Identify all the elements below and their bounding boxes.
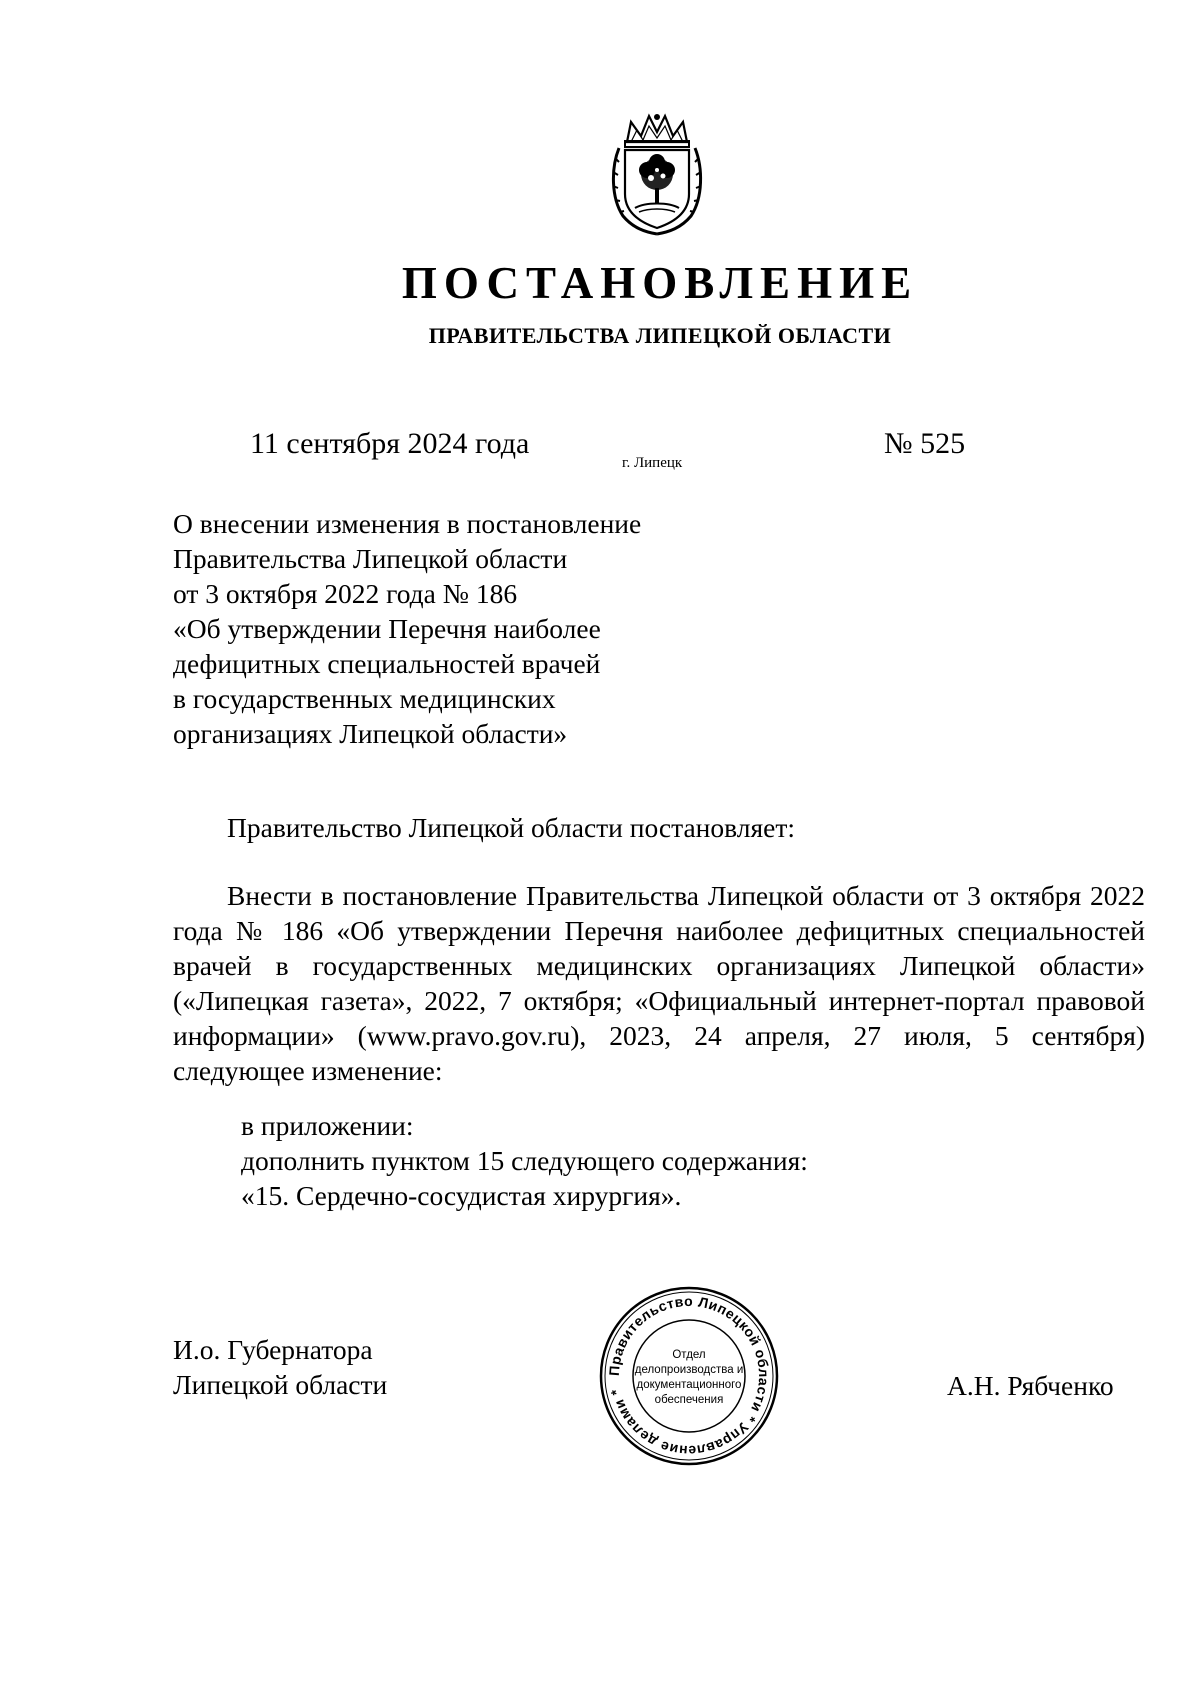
document-date: 11 сентября 2024 года [250, 427, 530, 460]
subject-line: от 3 октября 2022 года № 186 [173, 578, 518, 609]
stamp-seal-icon [597, 1284, 781, 1468]
amendment-line: в приложении: [241, 1110, 414, 1141]
subject-line: в государственных медицинских [173, 683, 556, 714]
document-subtitle: ПРАВИТЕЛЬСТВА ЛИПЕЦКОЙ ОБЛАСТИ [428, 323, 892, 348]
amendment-line: дополнить пунктом 15 следующего содержания: [241, 1145, 808, 1176]
document-subject [173, 506, 733, 751]
amendment-block [241, 1108, 808, 1213]
subject-line: организациях Липецкой области» [173, 718, 568, 749]
document-city: г. Липецк [622, 455, 683, 471]
stamp-inner-line: документационного [636, 1379, 742, 1391]
stamp-inner-line: обеспечения [654, 1394, 724, 1406]
main-paragraph: Внести в постановление Правительства Липецкой области от 3 октября 2022 года № 186 «Об утверждении Перечня наиболее дефицитных специальностей врачей в государственных медицинских организациях Липецкой области» («Липецкая газета», 2022, 7 октября; «Официальный интернет-портал правовой информации» (www.pravo.gov.ru), 2023, 24 апреля, 27 июля, 5 сентября) следующее изменение: [173, 880, 1145, 1086]
signatory-position-line: Липецкой области [173, 1369, 388, 1400]
amendment-line: «15. Сердечно-сосудистая хирургия». [241, 1180, 682, 1211]
coat-of-arms-emblem [609, 112, 705, 238]
stamp-outer-text: Правительство Липецкой области * Управление делами * [605, 1292, 773, 1460]
signatory-position-line: И.о. Губернатора [173, 1334, 373, 1365]
signatory-position [173, 1332, 387, 1402]
subject-line: Правительства Липецкой области [173, 543, 568, 574]
stamp-inner-line: Отдел [672, 1349, 706, 1361]
subject-line: «Об утверждении Перечня наиболее [173, 613, 601, 644]
lipetsk-coat-of-arms-icon [609, 112, 705, 238]
subject-line: дефицитных специальностей врачей [173, 648, 601, 679]
document-title: ПОСТАНОВЛЕНИЕ [401, 258, 919, 308]
stamp-inner-line: делопроизводства и [634, 1364, 744, 1376]
preamble-paragraph: Правительство Липецкой области постановляет: [227, 812, 796, 843]
official-stamp [597, 1284, 781, 1468]
subject-line: О внесении изменения в постановление [173, 508, 642, 539]
document-number: № 525 [884, 427, 966, 460]
signatory-name: А.Н. Рябченко [947, 1370, 1114, 1401]
